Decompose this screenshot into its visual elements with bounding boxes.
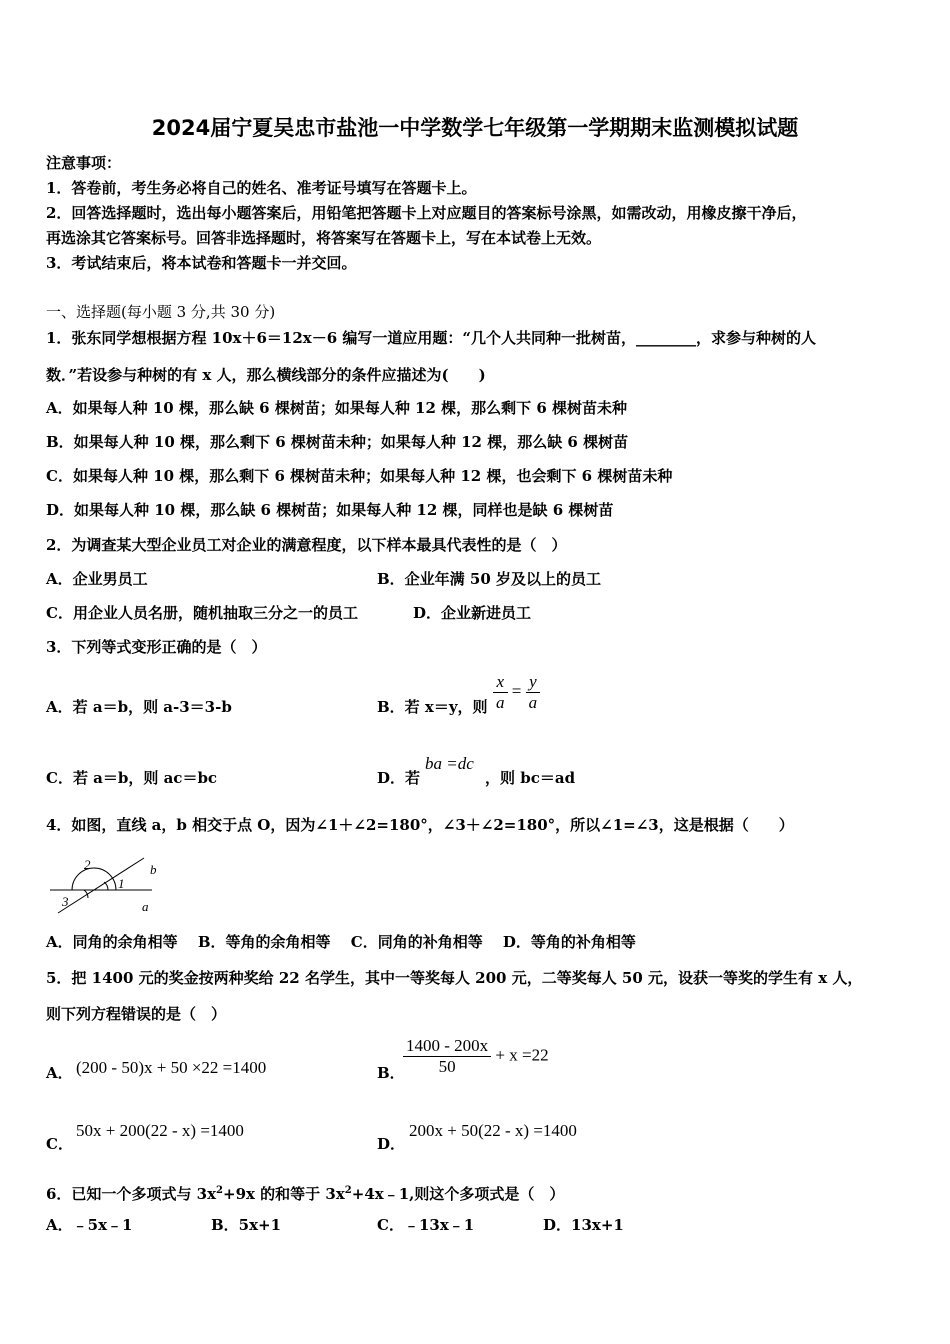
fraction-numerator: y: [526, 672, 541, 693]
page-title: 2024届宁夏吴忠市盐池一中学数学七年级第一学期期末监测模拟试题: [151, 116, 799, 140]
question-6-stem: [46, 1181, 564, 1204]
angle-label-1: 1: [118, 876, 125, 891]
question-2-option-a: A．企业男员工: [46, 570, 148, 588]
notice-item: 1．答卷前，考生务必将自己的姓名、准考证号填写在答题卡上。: [46, 179, 477, 197]
question-3-stem: 3．下列等式变形正确的是（ ）: [46, 638, 267, 656]
question-3-option-d-label: D．若: [377, 769, 421, 787]
question-6-option-c: C．﹣13x﹣1: [377, 1216, 475, 1234]
fraction-denominator: a: [496, 693, 505, 712]
question-3-option-a: A．若 a＝b，则 a-3＝3-b: [46, 698, 232, 716]
question-5-option-b-formula: [403, 1036, 549, 1077]
question-6-option-b: B．5x+1: [211, 1216, 282, 1234]
section-heading: 一、选择题(每小题 3 分,共 30 分): [46, 303, 276, 321]
question-3-option-b-formula: [493, 672, 540, 713]
question-5-stem: 5．把 1400 元的奖金按两种奖给 22 名学生，其中一等奖每人 200 元，二等奖每人 50 元，设获一等奖的学生有 x 人，: [46, 969, 863, 987]
exponent: 2: [216, 1185, 224, 1196]
question-3-option-c: C．若 a＝b，则 ac＝bc: [46, 769, 218, 787]
angle-2-arc: [72, 868, 116, 890]
question-6-stem-part: 6．已知一个多项式与 3x: [46, 1185, 217, 1203]
notice-heading: 注意事项：: [46, 154, 122, 172]
question-2-option-b: B．企业年满 50 岁及以上的员工: [377, 570, 601, 588]
question-2-option-d: D．企业新进员工: [413, 604, 532, 622]
question-3-option-b-label: B．若 x＝y，则: [377, 698, 488, 716]
question-1-option-a: A．如果每人种 10 棵，那么缺 6 棵树苗；如果每人种 12 棵，那么剩下 6 棵树苗未种: [46, 399, 628, 417]
question-2-stem: 2．为调查某大型企业员工对企业的满意程度，以下样本最具代表性的是（ ）: [46, 536, 567, 554]
angle-3-arc: [84, 890, 88, 898]
question-1-stem-cont: 数．”若设参与种树的有 x 人，那么横线部分的条件应描述为( ): [46, 366, 486, 384]
question-1-option-b: B．如果每人种 10 棵，那么剩下 6 棵树苗未种；如果每人种 12 棵，那么缺 6 棵树苗: [46, 433, 629, 451]
notice-item: 2．回答选择题时，选出每小题答案后，用铅笔把答题卡上对应题目的答案标号涂黑，如需改动，用橡皮擦干净后，: [46, 204, 807, 222]
question-1-stem: 1．张东同学想根据方程 10x＋6＝12x－6 编写一道应用题：“几个人共同种一批树苗，________，求参与种树的人: [46, 329, 817, 347]
question-4-options: A．同角的余角相等 B．等角的余角相等 C．同角的补角相等 D．等角的补角相等: [46, 933, 636, 951]
question-5-option-a-label: A．: [46, 1064, 73, 1082]
question-6-option-a: A．﹣5x﹣1: [46, 1216, 133, 1234]
question-1-option-d: D．如果每人种 10 棵，那么缺 6 棵树苗；如果每人种 12 棵，同样也是缺 6 棵树苗: [46, 501, 614, 519]
angle-label-2: 2: [84, 857, 91, 872]
fraction-numerator: x: [493, 672, 508, 693]
question-3-option-d-tail: ，则 bc＝ad: [485, 769, 576, 787]
notice-item: 再选涂其它答案标号。回答非选择题时，将答案写在答题卡上，写在本试卷上无效。: [46, 229, 602, 247]
fraction-denominator: 50: [438, 1057, 456, 1076]
question-3-option-d-formula: ba =dc: [425, 754, 474, 773]
fraction-denominator: a: [528, 693, 538, 712]
question-6-option-d: D．13x+1: [543, 1216, 624, 1234]
formula-tail: + x =22: [495, 1045, 549, 1065]
question-6-stem-part: +9x 的和等于 3x: [223, 1185, 345, 1203]
question-1-option-c: C．如果每人种 10 棵，那么剩下 6 棵树苗未种；如果每人种 12 棵，也会剩下 6 棵树苗未种: [46, 467, 673, 485]
question-5-option-c-formula: 50x + 200(22 - x) =1400: [76, 1121, 244, 1140]
question-4-figure: [46, 852, 166, 918]
exponent: 2: [344, 1185, 352, 1196]
question-5-stem-cont: 则下列方程错误的是（ ）: [46, 1005, 227, 1023]
line-label-b: b: [150, 862, 157, 877]
notice-item: 3．考试结束后，将本试卷和答题卡一并交回。: [46, 254, 357, 272]
fraction-numerator: 1400 - 200x: [403, 1036, 491, 1057]
equals-sign: =: [511, 681, 522, 701]
question-5-option-d-label: D．: [377, 1135, 406, 1153]
question-2-option-c: C．用企业人员名册，随机抽取三分之一的员工: [46, 604, 358, 622]
question-5-option-c-label: C．: [46, 1135, 73, 1153]
question-6-stem-part: +4x﹣1,则这个多项式是（ ）: [351, 1185, 565, 1203]
line-label-a: a: [142, 899, 149, 914]
question-5-option-a-formula: (200 - 50)x + 50 ×22 =1400: [76, 1058, 267, 1077]
line-b: [58, 858, 144, 913]
angle-label-3: 3: [62, 894, 69, 909]
question-5-option-d-formula: 200x + 50(22 - x) =1400: [409, 1121, 577, 1140]
question-5-option-b-label: B．: [377, 1064, 405, 1082]
question-4-stem: 4．如图，直线 a，b 相交于点 O，因为∠1＋∠2=180°，∠3＋∠2=180°，所以∠1=∠3，这是根据（ ）: [46, 816, 794, 834]
